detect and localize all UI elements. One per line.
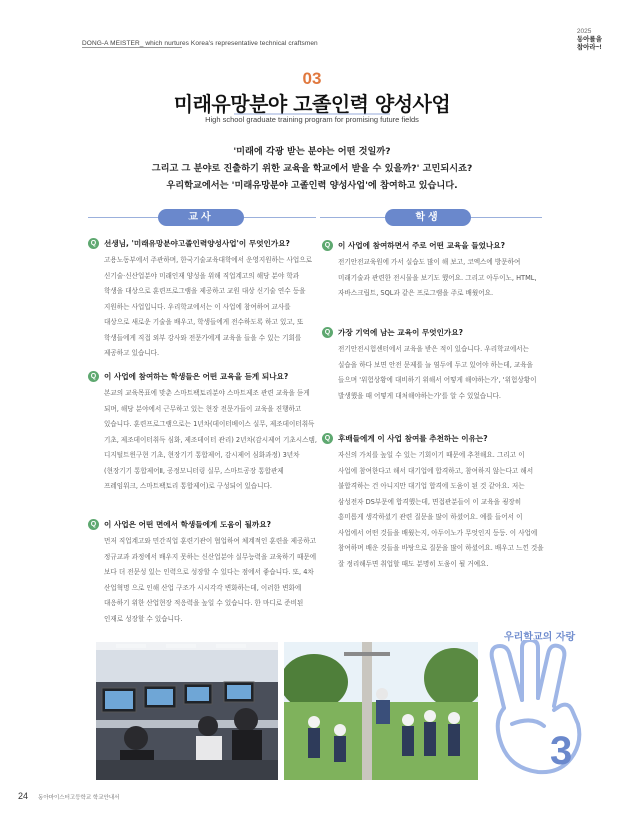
- intro-text: [0, 143, 624, 194]
- page-number: 24: [18, 791, 29, 801]
- page-subtitle: High school graduate training program for promising future fields: [205, 115, 419, 124]
- question: [88, 519, 318, 530]
- answer: 전기안전교육원에 가서 실습도 많이 해 보고, 코엑스에 방문하여 미래기술과 관련한 전시물을 보기도 했어요. 그리고 아두이노, HTML, 자바스크립트, SQL과 같은 프로그램을 주로 배웠어요.: [338, 258, 537, 297]
- student-badge: 학생: [385, 209, 471, 226]
- q-icon: Q: [322, 433, 333, 444]
- q-icon: Q: [88, 238, 99, 249]
- pride-label: 우리학교의 자랑: [504, 632, 576, 643]
- intro-line: '미래에 각광 받는 분야는 어떤 것일까?: [233, 146, 391, 157]
- question-text: 가장 기억에 남는 교육이 무엇인가요?: [338, 328, 464, 337]
- question-text: 이 사업은 어떤 면에서 학생들에게 도움이 될까요?: [104, 520, 271, 529]
- header-year: 2025: [576, 28, 592, 35]
- question: [322, 433, 544, 444]
- question: [88, 238, 318, 249]
- teacher-qa-3: [88, 519, 318, 627]
- answer: 자신의 가치를 높일 수 있는 기회이기 때문에 추천해요. 그리고 이 사업에 참여한다고 해서 대기업에 합격하고, 참여하지 않는다고 해서 불합격하는 건 아니지만 대기업 합격에 도움이 된 것 같아요. 저는 삼성전자 DS부문에 합격했는데, 면접관분들이 이 교육을 굉장히 흥미롭게 생각하셨기 관련 질문을 많이 하셨어요. 예를 들어서 이 사업에서 어떤 것들을 배웠는지, 아두이노가 무엇인지 등등. 이 사업에 참여하며 배운 것들을 바탕으로 질문을 많이 하셨어요. 배우고 느낀 것을 잘 정리해두면 취업할 때도 분명히 도움이 될 거예요.: [338, 451, 544, 568]
- photo-computer-lab: [96, 642, 278, 780]
- section-number: 03: [302, 69, 322, 88]
- question: [88, 371, 318, 382]
- answer: 먼저 직업계고와 민간직업 훈련기관이 협업하여 체계적인 훈련을 제공하고 정규교과 과정에서 배우지 못하는 신산업분야 실무능력을 교육하기 때문에 보다 더 전문성 있는 인력으로 성장할 수 있다는 점에서 좋습니다. 또, 4차 산업혁명 으로 인해 산업 구조가 시시각각 변화하는데, 이러한 변화에 대응하기 위한 산업현장 적응력을 높일 수 있습니다. 한 마디로 준비된 인재로 성장할 수 있습니다.: [104, 537, 317, 623]
- photo-outdoor-training: [284, 642, 478, 780]
- question-text: 후배들에게 이 사업 참여를 추천하는 이유는?: [338, 434, 488, 443]
- teacher-qa-2: [88, 371, 318, 495]
- pride-number: 3: [550, 729, 573, 773]
- q-icon: Q: [88, 371, 99, 382]
- q-icon: Q: [322, 327, 333, 338]
- q-icon: Q: [88, 519, 99, 530]
- footer-text: 동아마이스터고등학교 학교안내서: [38, 795, 120, 801]
- question: [322, 240, 544, 251]
- header-tagline: DONG-A MEISTER_ which nurtures Korea's representative technical craftsmen: [82, 40, 318, 47]
- header-slogan-1: 동아를을: [576, 36, 602, 43]
- question-text: 선생님, '미래유망분야고졸인력양성사업'이 무엇인가요?: [104, 239, 290, 248]
- q-icon: Q: [322, 240, 333, 251]
- student-qa-3: [322, 433, 544, 572]
- student-qa-2: [322, 327, 544, 404]
- teacher-qa-1: [88, 238, 318, 362]
- intro-line: 그리고 그 분야로 진출하기 위한 교육을 학교에서 받을 수 있을까?' 고민되시죠?: [151, 163, 473, 174]
- page-title: 미래유망분야 고졸인력 양성사업: [173, 92, 451, 116]
- answer: 고용노동부에서 주관하며, 한국기술교육대학에서 운영지원하는 사업으로 신기술·신산업분야 미래인재 양성을 위해 직업계고의 해당 분야 학과 학생을 대상으로 훈련프로그램을 제공하고 교원 대상 신기술 연수 등을 지원하는 사업입니다. 우리학교에서는 이 사업에 참여하여 교사를 대상으로 새로운 기술을 배우고, 학생들에게 전수하도록 하고 있고, 또 학생들에게 직접 외부 강사와 전문가에게 교육을 들을 수 있는 기회를 제공하고 있습니다.: [104, 256, 312, 357]
- answer: 본교의 교육목표에 맞춘 스마트팩토리분야 스마트제조 관련 교육을 듣게 되며, 해당 분야에서 근무하고 있는 현장 전문가들이 교육을 진행하고 있습니다. 훈련프로그램으로는 1년차(데이터베이스 실무, 제조데이터취득 기초, 제조데이터취득 심화, 제조데이터 관리) 2년차(감시제어 기초시스템, 디지털트윈구현 기초, 현장기기 통합제어, 감시제어 심화과정) 3년차(현장기기 통합제어Ⅱ, 공정모니터링 실무, 스마트공장 통합관제 프레임워크, 스마트팩토리 통합제어)로 구성되어 있습니다.: [104, 389, 317, 490]
- question: [322, 327, 544, 338]
- teacher-badge: 교사: [158, 209, 244, 226]
- three-fingers-hand-icon: [482, 640, 612, 780]
- header-issue: [577, 28, 602, 52]
- header-slogan-2: 참아라~!: [576, 44, 602, 51]
- intro-line: 우리학교에서는 '미래유망분야 고졸인력 양성사업'에 참여하고 있습니다.: [166, 180, 458, 191]
- question-text: 이 사업에 참여하는 학생들은 어떤 교육을 듣게 되나요?: [104, 372, 289, 381]
- header-divider: [82, 47, 182, 48]
- student-qa-1: [322, 240, 544, 302]
- answer: 전기안전시험센터에서 교육을 받은 적이 있습니다. 우리학교에서는 실습을 하다 보면 안전 문제를 늘 염두에 두고 있어야 하는데, 교육을 들으며 '위험상황에 대비하기 위해서 어떻게 해야하는가', '위험상황이 발생했을 때 어떻게 대처해야하는가'를 알 수 있었습니다.: [338, 345, 537, 400]
- question-text: 이 사업에 참여하면서 주로 어떤 교육을 들었나요?: [338, 241, 505, 250]
